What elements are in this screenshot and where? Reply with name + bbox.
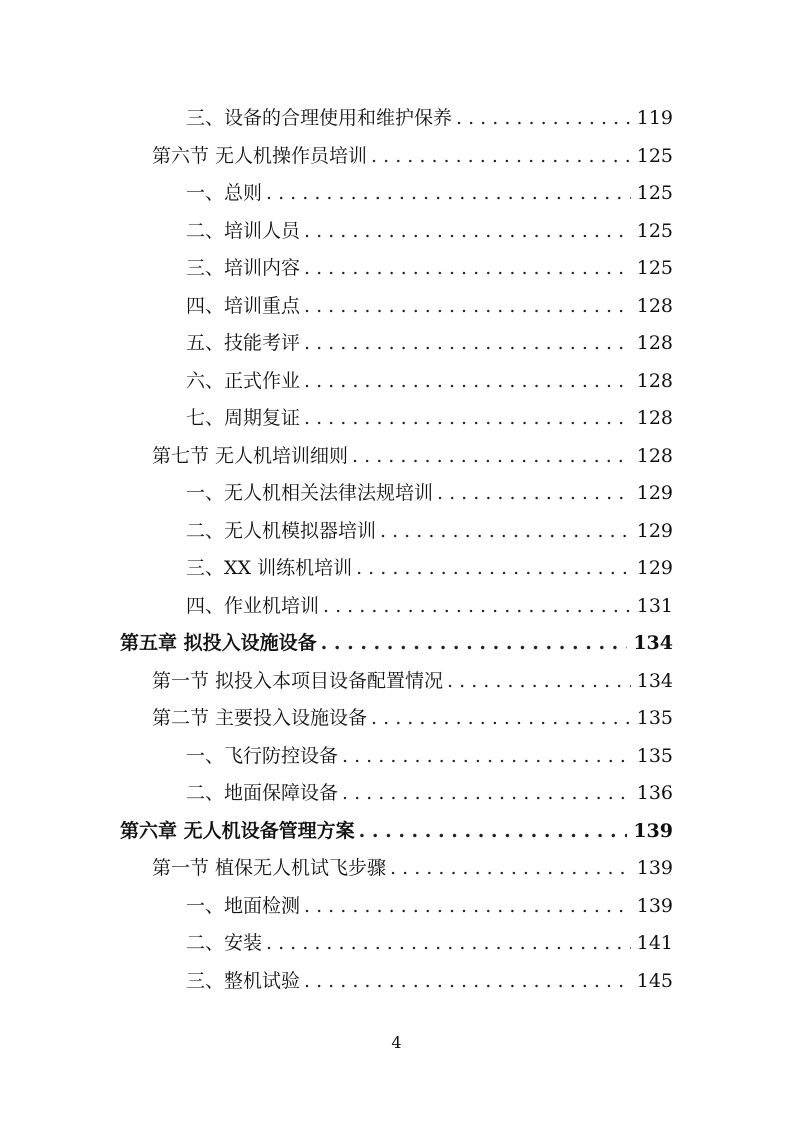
toc-dot-leader	[456, 100, 631, 138]
toc-entry-page: 141	[636, 932, 673, 954]
toc-dot-leader	[371, 700, 631, 738]
toc-subsection-entry[interactable]	[120, 213, 673, 251]
toc-dot-leader	[266, 175, 631, 213]
toc-chapter-entry[interactable]	[120, 813, 673, 851]
toc-entry-title: 第二节 主要投入设施设备	[152, 707, 368, 729]
toc-entry-page: 129	[636, 519, 673, 542]
toc-entry-title: 二、培训人员	[186, 219, 301, 242]
toc-entry-page: 125	[636, 144, 673, 167]
toc-entry-title: 三、XX 训练机培训	[186, 557, 353, 579]
toc-entry-title: 第六章 无人机设备管理方案	[120, 819, 355, 842]
toc-dot-leader	[359, 813, 628, 851]
toc-entry-page: 128	[636, 407, 673, 429]
toc-entry-title: 三、整机试验	[186, 969, 301, 992]
toc-dot-leader	[304, 400, 631, 438]
toc-entry-title: 第一节 拟投入本项目设备配置情况	[152, 669, 444, 692]
toc-subsection-entry[interactable]	[120, 738, 673, 776]
toc-dot-leader	[447, 663, 631, 701]
toc-dot-leader	[380, 513, 631, 551]
toc-dot-leader	[304, 888, 631, 926]
toc-dot-leader	[304, 363, 631, 401]
toc-entry-title: 第六节 无人机操作员培训	[152, 144, 368, 167]
toc-entry-page: 136	[636, 782, 673, 804]
toc-entry-page: 119	[636, 107, 673, 129]
toc-entry-page: 128	[636, 444, 673, 467]
toc-subsection-entry[interactable]	[120, 175, 673, 213]
toc-entry-title: 三、培训内容	[186, 257, 301, 279]
toc-dot-leader	[342, 775, 631, 813]
toc-entry-page: 139	[636, 857, 673, 879]
toc-subsection-entry[interactable]	[120, 888, 673, 926]
toc-subsection-entry[interactable]	[120, 925, 673, 963]
toc-entry-title: 第一节 植保无人机试飞步骤	[152, 857, 387, 879]
page-number: 4	[391, 1033, 402, 1052]
toc-entry-page: 125	[636, 219, 673, 242]
toc-subsection-entry[interactable]	[120, 775, 673, 813]
toc-dot-leader	[342, 738, 631, 776]
toc-entry-page: 145	[636, 969, 673, 992]
toc-subsection-entry[interactable]	[120, 250, 673, 288]
toc-entry-page: 128	[636, 332, 673, 354]
toc-dot-leader	[304, 250, 631, 288]
toc-entry-title: 一、无人机相关法律法规培训	[186, 482, 434, 504]
toc-section-entry[interactable]	[120, 700, 673, 738]
toc-entry-page: 134	[633, 632, 673, 654]
toc-subsection-entry[interactable]	[120, 963, 673, 1001]
toc-subsection-entry[interactable]	[120, 363, 673, 401]
toc-entry-title: 三、设备的合理使用和维护保养	[186, 107, 453, 129]
toc-entry-page: 139	[636, 894, 673, 917]
toc-entry-page: 131	[636, 594, 673, 617]
toc-entry-page: 135	[636, 707, 673, 729]
toc-section-entry[interactable]	[120, 438, 673, 476]
toc-subsection-entry[interactable]	[120, 400, 673, 438]
toc-dot-leader	[304, 288, 631, 326]
toc-subsection-entry[interactable]	[120, 513, 673, 551]
toc-entry-title: 六、正式作业	[186, 369, 301, 392]
toc-entry-page: 129	[636, 557, 673, 579]
toc-entry-page: 128	[636, 294, 673, 317]
toc-subsection-entry[interactable]	[120, 100, 673, 138]
toc-entry-title: 第七节 无人机培训细则	[152, 444, 349, 467]
toc-entry-title: 四、培训重点	[186, 294, 301, 317]
toc-section-entry[interactable]	[120, 138, 673, 176]
toc-entry-title: 一、总则	[186, 182, 263, 204]
toc-entry-page: 125	[636, 257, 673, 279]
toc-entry-title: 二、安装	[186, 932, 263, 954]
toc-subsection-entry[interactable]	[120, 588, 673, 626]
toc-entry-title: 一、飞行防控设备	[186, 744, 339, 767]
toc-dot-leader	[371, 138, 631, 176]
toc-dot-leader	[304, 963, 631, 1001]
toc-entry-page: 125	[636, 182, 673, 204]
toc-entry-title: 七、周期复证	[186, 407, 301, 429]
toc-dot-leader	[266, 925, 631, 963]
toc-entry-title: 二、无人机模拟器培训	[186, 519, 377, 542]
toc-subsection-entry[interactable]	[120, 550, 673, 588]
toc-entry-page: 135	[636, 744, 673, 767]
toc-section-entry[interactable]	[120, 663, 673, 701]
toc-entry-title: 五、技能考评	[186, 332, 301, 354]
toc-dot-leader	[390, 850, 631, 888]
toc-entry-page: 139	[633, 819, 673, 842]
toc-section-entry[interactable]	[120, 850, 673, 888]
toc-subsection-entry[interactable]	[120, 475, 673, 513]
toc-dot-leader	[321, 625, 628, 663]
table-of-contents	[120, 100, 673, 1000]
toc-entry-title: 二、地面保障设备	[186, 782, 339, 804]
toc-dot-leader	[304, 213, 631, 251]
toc-dot-leader	[352, 438, 631, 476]
toc-subsection-entry[interactable]	[120, 325, 673, 363]
toc-dot-leader	[304, 325, 631, 363]
toc-entry-page: 134	[636, 669, 673, 692]
toc-dot-leader	[323, 588, 631, 626]
toc-entry-page: 129	[636, 482, 673, 504]
toc-entry-page: 128	[636, 369, 673, 392]
toc-entry-title: 第五章 拟投入设施设备	[120, 632, 317, 654]
toc-dot-leader	[356, 550, 631, 588]
toc-chapter-entry[interactable]	[120, 625, 673, 663]
toc-entry-title: 四、作业机培训	[186, 594, 320, 617]
toc-subsection-entry[interactable]	[120, 288, 673, 326]
toc-entry-title: 一、地面检测	[186, 894, 301, 917]
toc-dot-leader	[437, 475, 631, 513]
